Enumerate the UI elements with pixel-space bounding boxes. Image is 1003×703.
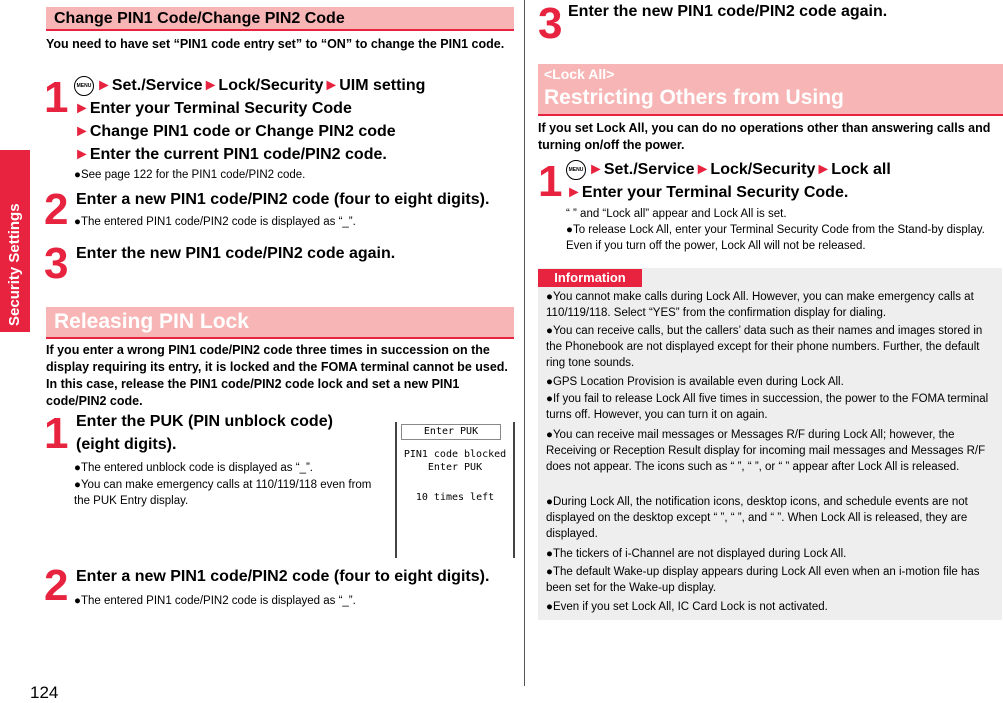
lock-step-1-text [566,158,996,204]
menu-path-item: UIM setting [339,77,426,94]
screen-attempts: 10 times left [415,492,495,503]
section-header-change-pin: Change PIN1 Code/Change PIN2 Code [46,7,514,31]
menu-key-icon: MENU [74,76,94,96]
arrow-icon: ► [815,161,832,178]
page-number: 124 [30,683,59,702]
arrow-icon: ► [74,146,90,163]
menu-path-item: Enter the current PIN1 code/PIN2 code. [89,146,387,163]
step-number: 1 [44,409,69,458]
menu-path-item: Lock/Security [710,161,816,178]
section-intro: If you set Lock All, you can do no operations other than answering calls and turning on/off the power. [538,121,991,152]
note: ●See page 122 for the PIN1 code/PIN2 code. [74,169,306,181]
screen-title: Enter PUK [401,424,501,440]
info-item: ●During Lock All, the notification icons, desktop icons, and schedule events are not displayed on the desktop except “ ”, “ ”, and “ ”. When Lock All is released, they are displayed. [546,496,968,540]
step-2-text: Enter a new PIN1 code/PIN2 code (four to eight digits). [76,191,490,208]
arrow-icon: ► [74,123,90,140]
info-item: ●Even if you set Lock All, IC Card Lock is not activated. [546,601,828,613]
section-intro: If you enter a wrong PIN1 code/PIN2 code three times in succession on the display requiring its entry, it is locked and the FOMA terminal cannot be used. In this case, release the PIN1 code/PIN2 code lock and set a new PIN1 code/PIN2 code. [46,343,508,408]
step-3-text: Enter the new PIN1 code/PIN2 code again. [568,3,888,20]
side-tab [0,150,30,332]
note: ●The entered PIN1 code/PIN2 code is displayed as “_”. [74,595,356,607]
info-item: ●GPS Location Provision is available even during Lock All. [546,376,844,388]
arrow-icon: ► [323,77,340,94]
info-item: ●You can receive mail messages or Messages R/F during Lock All; however, the Receiving or Reception Result display for incoming mail messages and Messages R/F does not appear. The icons such as “ ”, “ ”, or “ ” appear after Lock All is released. [546,429,986,473]
screen-line: PIN1 code blocked [403,449,507,460]
step-number: 3 [44,239,69,288]
note: ●The entered unblock code is displayed as “_”. [74,462,313,474]
step-number: 1 [538,157,563,206]
step-line: Enter the PUK (PIN unblock code) [76,413,333,430]
side-tab-label: Security Settings [6,203,23,326]
release-step-1-text [76,410,376,456]
menu-path-item: Set./Service [111,77,203,94]
note [566,206,996,222]
note: ●The entered PIN1 code/PIN2 code is displayed as “_”. [74,216,356,228]
info-item: ●You cannot make calls during Lock All. However, you can make emergency calls at 110/119/118. Select “YES” from the confirmation display for dialing. [546,291,974,319]
menu-path-item: Lock/Security [218,77,324,94]
step-1-text [74,74,514,166]
info-item: ●If you fail to release Lock All five times in succession, the power to the FOMA terminal turns off. However, you can turn it on again. [546,393,989,421]
screen-message [397,448,513,474]
phone-screen [395,422,515,558]
step-number: 2 [44,561,69,610]
column-divider [524,0,525,686]
note: ●To release Lock All, enter your Terminal Security Code from the Stand-by display. Even if you turn off the power, Lock All will not be released. [566,224,985,252]
section-header-releasing-pin: Releasing PIN Lock [46,307,514,339]
arrow-icon: ► [588,161,604,178]
arrow-icon: ► [694,161,711,178]
arrow-icon: ► [96,77,112,94]
note: ●You can make emergency calls at 110/119/118 even from the PUK Entry display. [74,479,372,507]
section-header-lock-all [538,64,1003,116]
section-subtitle: <Lock All> [544,66,615,82]
section-intro: You need to have set “PIN1 code entry set” to “ON” to change the PIN1 code. [46,37,505,51]
menu-path-item: Set./Service [603,161,695,178]
note-text: “ ” and “Lock all” appear and Lock All is set. [566,208,787,220]
arrow-icon: ► [566,184,582,201]
arrow-icon: ► [202,77,219,94]
menu-path-item: Enter your Terminal Security Code [89,100,352,117]
arrow-icon: ► [74,100,90,117]
step-number: 2 [44,185,69,234]
step-number: 1 [44,73,69,122]
menu-key-icon: MENU [566,160,586,180]
step-number: 3 [538,0,563,48]
step-3-text: Enter the new PIN1 code/PIN2 code again. [76,245,396,262]
info-item: ●The default Wake-up display appears during Lock All even when an i-motion file has been set for the Wake-up display. [546,566,980,594]
screen-line: Enter PUK [427,462,483,473]
menu-path-item: Enter your Terminal Security Code. [581,184,849,201]
release-step-2-text: Enter a new PIN1 code/PIN2 code (four to eight digits). [76,568,490,585]
info-item: ●The tickers of i-Channel are not displayed during Lock All. [546,548,847,560]
menu-path-item: Lock all [831,161,891,178]
info-item: ●You can receive calls, but the callers’ data such as their names and images stored in the Phonebook are not displayed except for their phone numbers. Further, the default ring tone sounds. [546,325,983,369]
information-label: Information [538,269,642,287]
step-line: (eight digits). [76,436,177,453]
menu-path-item: Change PIN1 code or Change PIN2 code [89,123,396,140]
section-title: Restricting Others from Using [544,86,844,109]
